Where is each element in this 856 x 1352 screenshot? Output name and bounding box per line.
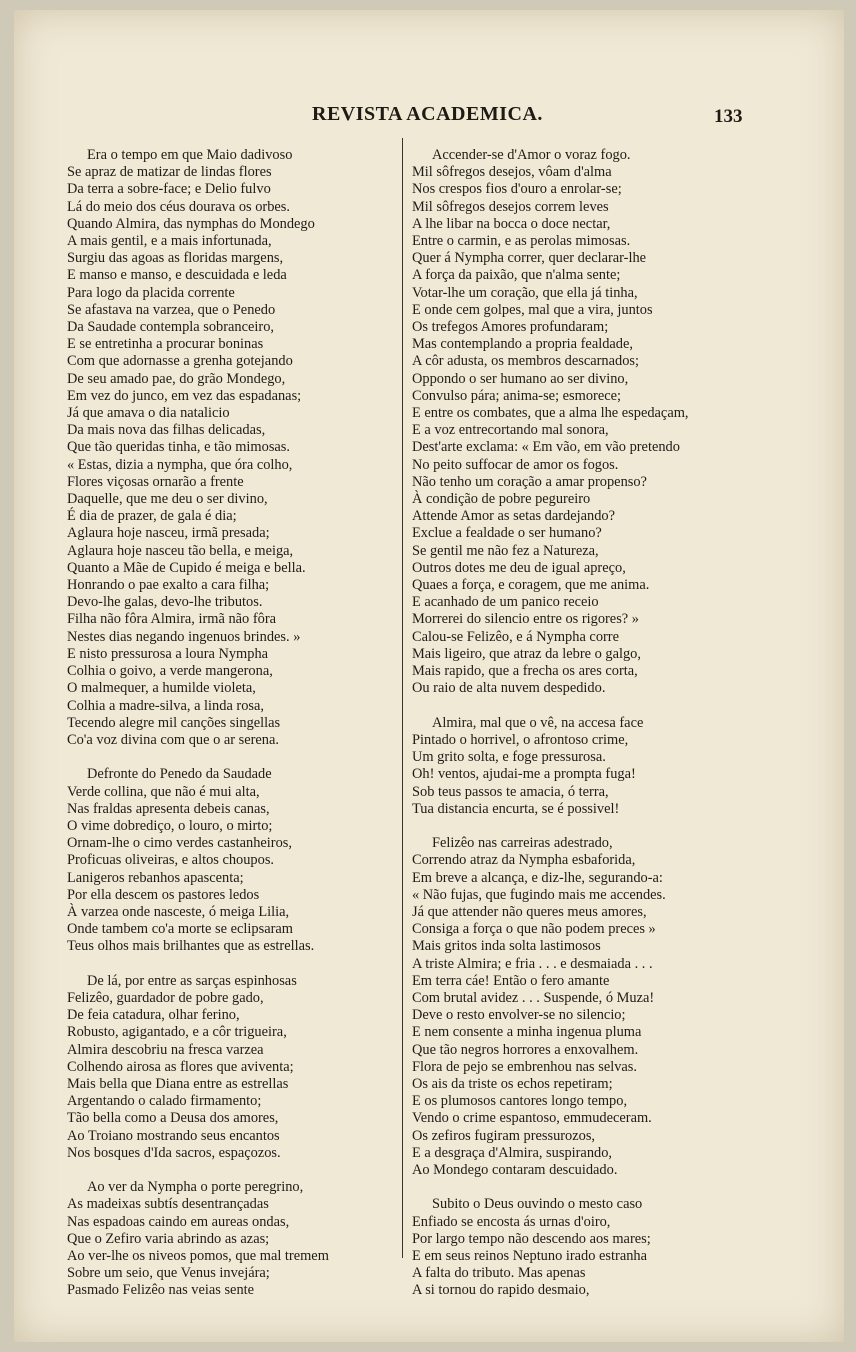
poem-line: Sob teus passos te amacia, ó terra,: [412, 783, 609, 800]
poem-line: E onde cem golpes, mal que a vira, juntos: [412, 301, 653, 318]
poem-line: Teus olhos mais brilhantes que as estrellas.: [67, 938, 315, 955]
left-poem-column: [67, 147, 387, 1317]
poem-line: Era o tempo em que Maio dadivoso: [87, 147, 293, 163]
stanza: [412, 1196, 746, 1299]
poem-line: « Não fujas, que fugindo mais me accendes.: [412, 886, 666, 903]
stanza: [412, 147, 746, 698]
poem-line: Por ella descem os pastores ledos: [67, 886, 260, 903]
poem-line: Que tão queridas tinha, e tão mimosas.: [67, 439, 290, 456]
poem-line: Tua distancia encurta, se é possivel!: [412, 800, 620, 817]
stanza: [412, 835, 746, 1179]
poem-line: O vime dobrediço, o louro, o mirto;: [67, 817, 273, 834]
poem-line: Almira, mal que o vê, na accesa face: [432, 714, 644, 731]
poem-line: Que tão negros horrores a enxovalhem.: [412, 1041, 639, 1058]
column-divider: [402, 138, 403, 1258]
poem-line: Quaes a força, e coragem, que me anima.: [412, 577, 650, 594]
poem-line: Votar-lhe um coração, que ella já tinha,: [412, 284, 638, 301]
poem-line: Almira descobriu na fresca varzea: [67, 1041, 264, 1058]
poem-line: Da Saudade contempla sobranceiro,: [67, 319, 274, 336]
poem-line: E se entretinha a procurar boninas: [67, 336, 264, 353]
poem-line: Ao Troiano mostrando seus encantos: [67, 1127, 280, 1144]
poem-line: « Estas, dizia a nympha, que óra colho,: [67, 456, 293, 473]
poem-line: E em seus reinos Neptuno irado estranha: [412, 1247, 647, 1264]
poem-line: Felizêo, guardador de pobre gado,: [67, 989, 264, 1006]
poem-line: Um grito solta, e foge pressurosa.: [412, 749, 606, 766]
poem-line: Aglaura hoje nasceu, irmã presada;: [67, 525, 270, 542]
poem-line: Co'a voz divina com que o ar serena.: [67, 731, 279, 748]
poem-line: Filha não fôra Almira, irmã não fôra: [67, 611, 276, 628]
poem-line: Da mais nova das filhas delicadas,: [67, 422, 266, 439]
stanza: [67, 147, 387, 749]
poem-line: Já que attender não queres meus amores,: [412, 903, 647, 920]
page-number: 133: [714, 106, 743, 127]
poem-line: Ao Mondego contaram descuidado.: [412, 1161, 618, 1178]
poem-line: Deve o resto envolver-se no silencio;: [412, 1007, 626, 1024]
poem-line: Exclue a fealdade o ser humano?: [412, 525, 602, 542]
poem-line: Que o Zefiro varia abrindo as azas;: [67, 1230, 270, 1247]
poem-line: Outros dotes me deu de igual apreço,: [412, 559, 626, 576]
poem-line: As madeixas subtís desentrançadas: [67, 1196, 269, 1213]
poem-line: A si tornou do rapido desmaio,: [412, 1282, 590, 1299]
poem-line: Subito o Deus ouvindo o mesto caso: [432, 1196, 643, 1213]
poem-line: A côr adusta, os membros descarnados;: [412, 353, 639, 370]
poem-line: De seu amado pae, do grão Mondego,: [67, 370, 286, 387]
poem-line: De feia catadura, olhar ferino,: [67, 1007, 240, 1024]
poem-line: Em vez do junco, em vez das espadanas;: [67, 387, 302, 404]
poem-line: E manso e manso, e descuidada e leda: [67, 267, 287, 284]
poem-line: Nas fraldas apresenta debeis canas,: [67, 800, 270, 817]
poem-line: Robusto, agigantado, e a côr trigueira,: [67, 1024, 287, 1041]
poem-line: Entre o carmin, e as perolas mimosas.: [412, 233, 631, 250]
poem-line: No peito suffocar de amor os fogos.: [412, 456, 619, 473]
right-poem-column: [412, 147, 746, 1317]
poem-line: Oh! ventos, ajudai-me a prompta fuga!: [412, 766, 636, 783]
poem-line: Tão bella como a Deusa dos amores,: [67, 1110, 279, 1127]
poem-line: Dest'arte exclama: « Em vão, em vão pretendo: [412, 439, 680, 456]
poem-line: À varzea onde nasceste, ó meiga Lilia,: [67, 903, 290, 920]
poem-line: Flora de pejo se embrenhou nas selvas.: [412, 1058, 637, 1075]
poem-line: Colhendo airosa as flores que aviventa;: [67, 1058, 294, 1075]
poem-line: Mas contemplando a propria fealdade,: [412, 336, 633, 353]
poem-line: Se apraz de matizar de lindas flores: [67, 164, 272, 181]
poem-line: Attende Amor as setas dardejando?: [412, 508, 616, 525]
poem-line: Daquelle, que me deu o ser divino,: [67, 491, 268, 508]
poem-line: Quanto a Mãe de Cupido é meiga e bella.: [67, 559, 306, 576]
poem-line: Colhia o goivo, a verde mangerona,: [67, 663, 273, 680]
poem-line: Correndo atraz da Nympha esbaforida,: [412, 852, 636, 869]
poem-line: Ornam-lhe o cimo verdes castanheiros,: [67, 835, 292, 852]
poem-line: A falta do tributo. Mas apenas: [412, 1265, 586, 1282]
poem-line: Lá do meio dos céus dourava os orbes.: [67, 198, 290, 215]
poem-line: E a desgraça d'Almira, suspirando,: [412, 1144, 613, 1161]
poem-line: Vendo o crime espantoso, emmudeceram.: [412, 1110, 652, 1127]
poem-line: Mais bella que Diana entre as estrellas: [67, 1075, 289, 1092]
poem-line: Ao ver-lhe os niveos pomos, que mal tremem: [67, 1247, 329, 1264]
poem-line: Felizêo nas carreiras adestrado,: [432, 835, 613, 852]
poem-line: Nas espadoas caindo em aureas ondas,: [67, 1213, 290, 1230]
poem-line: Nos crespos fios d'ouro a enrolar-se;: [412, 181, 622, 198]
poem-line: De lá, por entre as sarças espinhosas: [87, 972, 297, 989]
poem-line: Mil sôfregos desejos correm leves: [412, 198, 609, 215]
poem-line: Se afastava na varzea, que o Penedo: [67, 301, 276, 318]
poem-line: E acanhado de um panico receio: [412, 594, 599, 611]
poem-line: Accender-se d'Amor o voraz fogo.: [432, 147, 631, 163]
poem-line: Tecendo alegre mil canções singellas: [67, 714, 281, 731]
stanza: [67, 766, 387, 955]
poem-line: Colhia a madre-silva, a linda rosa,: [67, 697, 265, 714]
poem-line: Da terra a sobre-face; e Delio fulvo: [67, 181, 271, 198]
stanza: [67, 1179, 387, 1299]
poem-line: Já que amava o dia natalicio: [67, 405, 230, 422]
poem-line: Convulso pára; anima-se; esmorece;: [412, 387, 621, 404]
poem-line: Nestes dias negando ingenuos brindes. »: [67, 628, 301, 645]
poem-line: Mais ligeiro, que atraz da lebre o galgo,: [412, 645, 641, 662]
running-header-title: REVISTA ACADEMICA.: [312, 103, 543, 125]
poem-line: Morrerei do silencio entre os rigores? »: [412, 611, 639, 628]
poem-line: Verde collina, que não é mui alta,: [67, 783, 260, 800]
poem-line: Consiga a força o que não podem preces »: [412, 921, 656, 938]
poem-line: Pintado o horrivel, o afrontoso crime,: [412, 731, 629, 748]
poem-line: Se gentil me não fez a Natureza,: [412, 542, 599, 559]
poem-line: À condição de pobre pegureiro: [412, 491, 591, 508]
poem-line: A triste Almira; e fria . . . e desmaiada . . .: [412, 955, 653, 972]
poem-line: Mais gritos inda solta lastimosos: [412, 938, 601, 955]
poem-line: Os zefiros fugiram pressurozos,: [412, 1127, 596, 1144]
poem-line: Flores viçosas ornarão a frente: [67, 473, 244, 490]
poem-line: Quer á Nympha correr, quer declarar-lhe: [412, 250, 647, 267]
poem-line: Calou-se Felizêo, e á Nympha corre: [412, 628, 619, 645]
poem-line: E a voz entrecortando mal sonora,: [412, 422, 609, 439]
poem-line: A mais gentil, e a mais infortunada,: [67, 233, 272, 250]
poem-line: Em breve a alcança, e diz-lhe, segurando-a:: [412, 869, 663, 886]
poem-line: Quando Almira, das nymphas do Mondego: [67, 215, 315, 232]
poem-line: E os plumosos cantores longo tempo,: [412, 1093, 628, 1110]
stanza: [67, 973, 387, 1162]
poem-line: A força da paixão, que n'alma sente;: [412, 267, 621, 284]
poem-line: Honrando o pae exalto a cara filha;: [67, 577, 270, 594]
poem-line: Os trefegos Amores profundaram;: [412, 319, 609, 336]
poem-line: Surgiu das agoas as floridas margens,: [67, 250, 284, 267]
poem-line: Os ais da triste os echos repetiram;: [412, 1075, 613, 1092]
poem-line: Pasmado Felizêo nas veias sente: [67, 1282, 255, 1299]
poem-line: Proficuas oliveiras, e altos choupos.: [67, 852, 275, 869]
poem-line: Defronte do Penedo da Saudade: [87, 766, 272, 783]
poem-line: Por largo tempo não descendo aos mares;: [412, 1230, 651, 1247]
poem-line: Para logo da placida corrente: [67, 284, 235, 301]
poem-line: Onde tambem co'a morte se eclipsaram: [67, 921, 293, 938]
poem-line: Mil sôfregos desejos, vôam d'alma: [412, 164, 612, 181]
poem-line: E nem consente a minha ingenua pluma: [412, 1024, 642, 1041]
poem-line: Mais rapido, que a frecha os ares corta,: [412, 663, 638, 680]
poem-line: Argentando o calado firmamento;: [67, 1093, 262, 1110]
poem-line: Em terra cáe! Então o fero amante: [412, 972, 610, 989]
poem-line: Enfiado se encosta ás urnas d'oiro,: [412, 1213, 611, 1230]
poem-line: Com brutal avidez . . . Suspende, ó Muza!: [412, 989, 655, 1006]
stanza: [412, 715, 746, 818]
poem-line: Aglaura hoje nasceu tão bella, e meiga,: [67, 542, 294, 559]
poem-line: E entre os combates, que a alma lhe espedaçam,: [412, 405, 689, 422]
poem-line: O malmequer, a humilde violeta,: [67, 680, 256, 697]
poem-line: Não tenho um coração a amar propenso?: [412, 473, 647, 490]
poem-line: Nos bosques d'Ida sacros, espaçozos.: [67, 1144, 281, 1161]
poem-line: Ou raio de alta nuvem despedido.: [412, 680, 606, 697]
poem-line: Com que adornasse a grenha gotejando: [67, 353, 293, 370]
document-page: [14, 10, 844, 1342]
poem-line: Devo-lhe galas, devo-lhe tributos.: [67, 594, 263, 611]
poem-line: Oppondo o ser humano ao ser divino,: [412, 370, 629, 387]
poem-line: Ao ver da Nympha o porte peregrino,: [87, 1179, 304, 1196]
poem-line: E nisto pressurosa a loura Nympha: [67, 645, 269, 662]
poem-line: É dia de prazer, de gala é dia;: [67, 508, 237, 525]
poem-line: Lanigeros rebanhos apascenta;: [67, 869, 244, 886]
poem-line: Sobre um seio, que Venus invejára;: [67, 1265, 270, 1282]
poem-line: A lhe libar na bocca o doce nectar,: [412, 215, 611, 232]
